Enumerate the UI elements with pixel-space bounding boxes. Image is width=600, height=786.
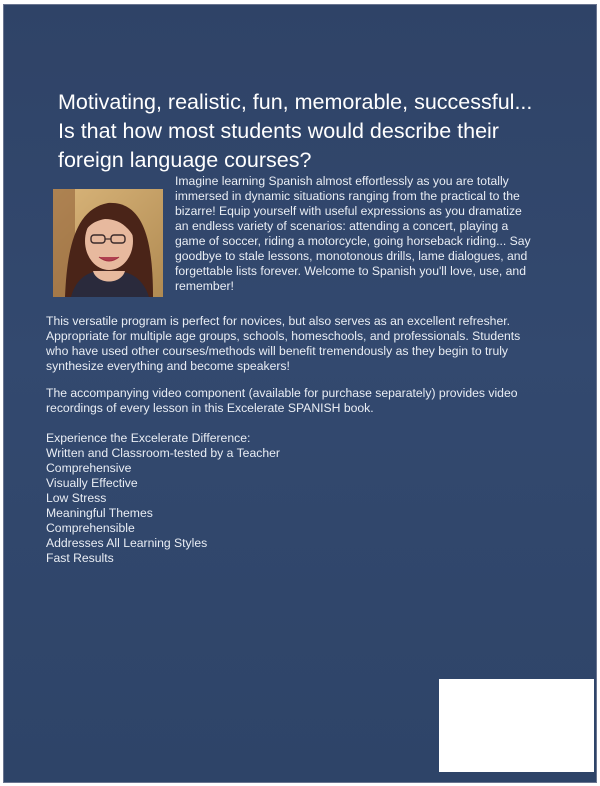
headline-line: foreign language courses? <box>58 148 312 172</box>
paragraph-line: The accompanying video component (available for purchase separately) provides video <box>46 386 518 400</box>
barcode-label-area <box>439 679 594 772</box>
feature-item: Comprehensible <box>46 521 135 535</box>
headline-line: Motivating, realistic, fun, memorable, successful... <box>58 90 533 114</box>
intro-line: goodbye to stale lessons, monotonous drills, lame dialogues, and <box>175 249 528 263</box>
intro-line: bizarre! Equip yourself with useful expressions as you dramatize <box>175 204 522 218</box>
paragraph-line: This versatile program is perfect for novices, but also serves as an excellent refresher. <box>46 314 511 328</box>
features-heading: Experience the Excelerate Difference: <box>46 431 251 445</box>
intro-line: an endless variety of scenarios: attending a concert, playing a <box>175 219 509 233</box>
video-component-paragraph <box>46 386 596 416</box>
feature-item: Written and Classroom-tested by a Teacher <box>46 446 280 460</box>
program-description-paragraph <box>46 314 596 374</box>
headline-line: Is that how most students would describe their <box>58 119 499 143</box>
paragraph-line: synthesize everything and become speakers! <box>46 359 290 373</box>
intro-line: game of soccer, riding a motorcycle, going horseback riding... Say <box>175 234 531 248</box>
intro-line: remember! <box>175 279 234 293</box>
feature-item: Visually Effective <box>46 476 138 490</box>
feature-item: Addresses All Learning Styles <box>46 536 208 550</box>
feature-item: Low Stress <box>46 491 107 505</box>
headline <box>58 88 588 175</box>
feature-item: Comprehensive <box>46 461 132 475</box>
paragraph-line: Appropriate for multiple age groups, schools, homeschools, and professionals. Students <box>46 329 521 343</box>
feature-item: Fast Results <box>46 551 114 565</box>
intro-paragraph <box>175 174 595 294</box>
paragraph-line: who have used other courses/methods will benefit tremendously as they begin to truly <box>46 344 509 358</box>
feature-item: Meaningful Themes <box>46 506 153 520</box>
paragraph-line: recordings of every lesson in this Excelerate SPANISH book. <box>46 401 374 415</box>
author-photo <box>53 189 163 297</box>
intro-line: forgettable lists forever. Welcome to Spanish you'll love, use, and <box>175 264 526 278</box>
features-list <box>46 431 596 566</box>
intro-line: Imagine learning Spanish almost effortlessly as you are totally <box>175 174 509 188</box>
author-portrait-image <box>53 189 163 297</box>
back-cover <box>3 4 597 783</box>
intro-line: immersed in dynamic situations ranging from the practical to the <box>175 189 520 203</box>
